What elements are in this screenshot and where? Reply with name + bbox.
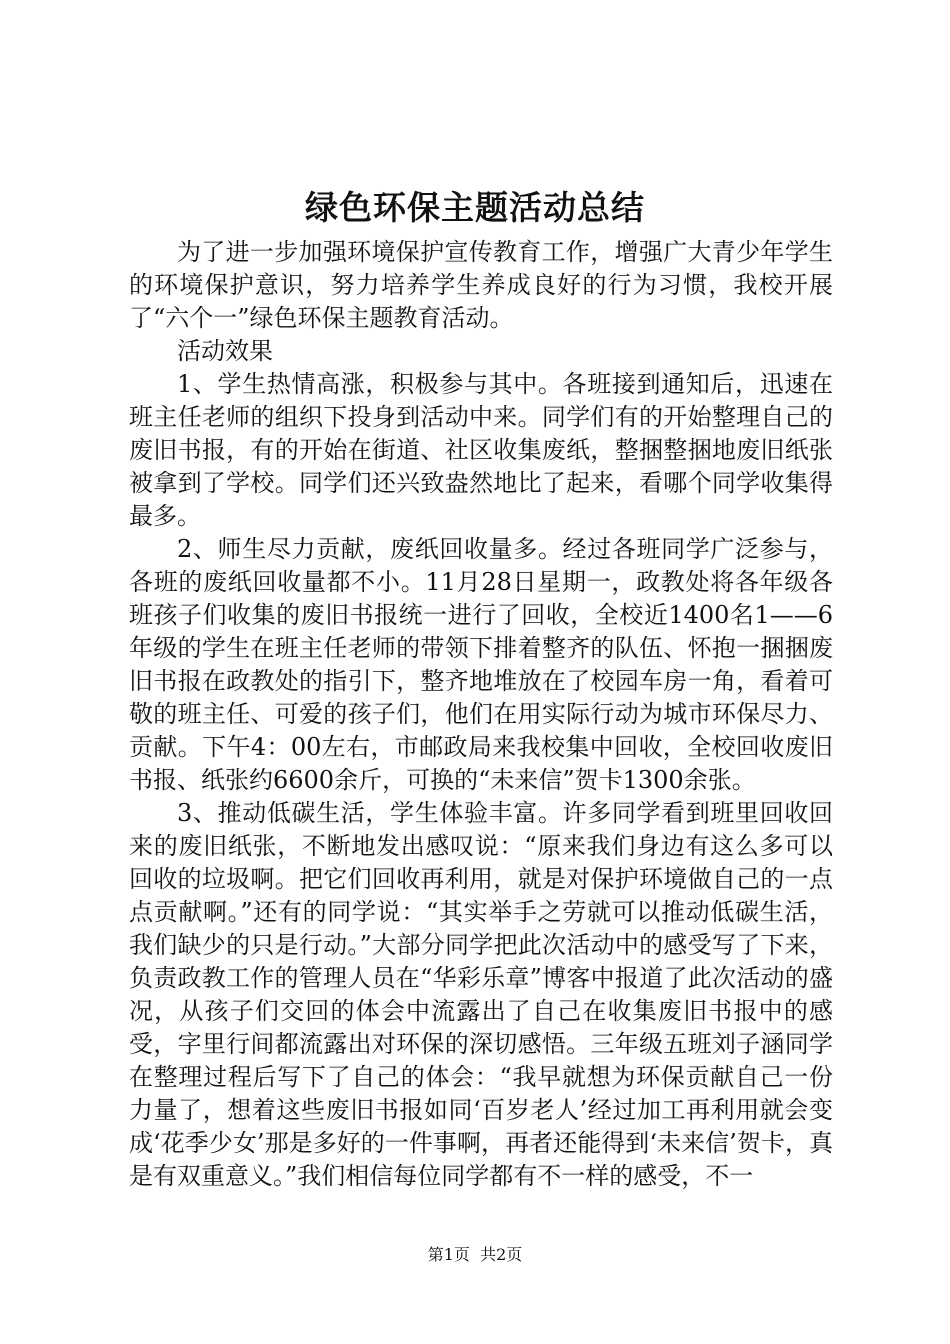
paragraph-item-2: 2、师生尽力贡献，废纸回收量多。经过各班同学广泛参与，各班的废纸回收量都不小。11月28日星期一，政教处将各年级各班孩子们收集的废旧书报统一进行了回收，全校近1400名1——6年级的学生在班主任老师的带领下排着整齐的队伍、怀抱一捆捆废旧书报在政教处的指引下，整齐地堆放在了校园车房一角，看着可敬的班主任、可爱的孩子们，他们在用实际行动为城市环保尽力、贡献。下午4：00左右，市邮政局来我校集中回收，全校回收废旧书报、纸张约6600余斤，可换的“未来信”贺卡1300余张。 bbox=[129, 535, 833, 794]
paragraph-intro: 为了进一步加强环境保护宣传教育工作，增强广大青少年学生的环境保护意识，努力培养学生养成良好的行为习惯，我校开展了“六个一”绿色环保主题教育活动。 bbox=[129, 238, 833, 332]
page-total: 共2页 bbox=[480, 1245, 523, 1264]
paragraph-item-3: 3、推动低碳生活，学生体验丰富。许多同学看到班里回收回来的废旧纸张，不断地发出感叹说：“原来我们身边有这么多可以回收的垃圾啊。把它们回收再利用，就是对保护环境做自己的一点点贡献啊。”还有的同学说：“其实举手之劳就可以推动低碳生活，我们缺少的只是行动。”大部分同学把此次活动中的感受写了下来，负责政教工作的管理人员在“华彩乐章”博客中报道了此次活动的盛况，从孩子们交回的体会中流露出了自己在收集废旧书报中的感受，字里行间都流露出对环保的深切感悟。三年级五班刘子涵同学在整理过程后写下了自己的体会：“我早就想为环保贡献自己一份力量了，想着这些废旧书报如同‘百岁老人’经过加工再利用就会变成‘花季少女’那是多好的一件事啊，再者还能得到‘未来信’贺卡，真是有双重意义。”我们相信每位同学都有不一样的感受，不一 bbox=[129, 799, 833, 1190]
section-heading-effects: 活动效果 bbox=[177, 337, 273, 365]
document-body bbox=[129, 236, 833, 1193]
document-title: 绿色环保主题活动总结 bbox=[305, 188, 645, 227]
page-footer bbox=[0, 1244, 950, 1266]
page-number: 第1页 bbox=[427, 1245, 470, 1264]
paragraph-item-1: 1、学生热情高涨，积极参与其中。各班接到通知后，迅速在班主任老师的组织下投身到活动中来。同学们有的开始整理自己的废旧书报，有的开始在街道、社区收集废纸，整捆整捆地废旧纸张被拿到了学校。同学们还兴致盎然地比了起来，看哪个同学收集得最多。 bbox=[129, 370, 833, 530]
